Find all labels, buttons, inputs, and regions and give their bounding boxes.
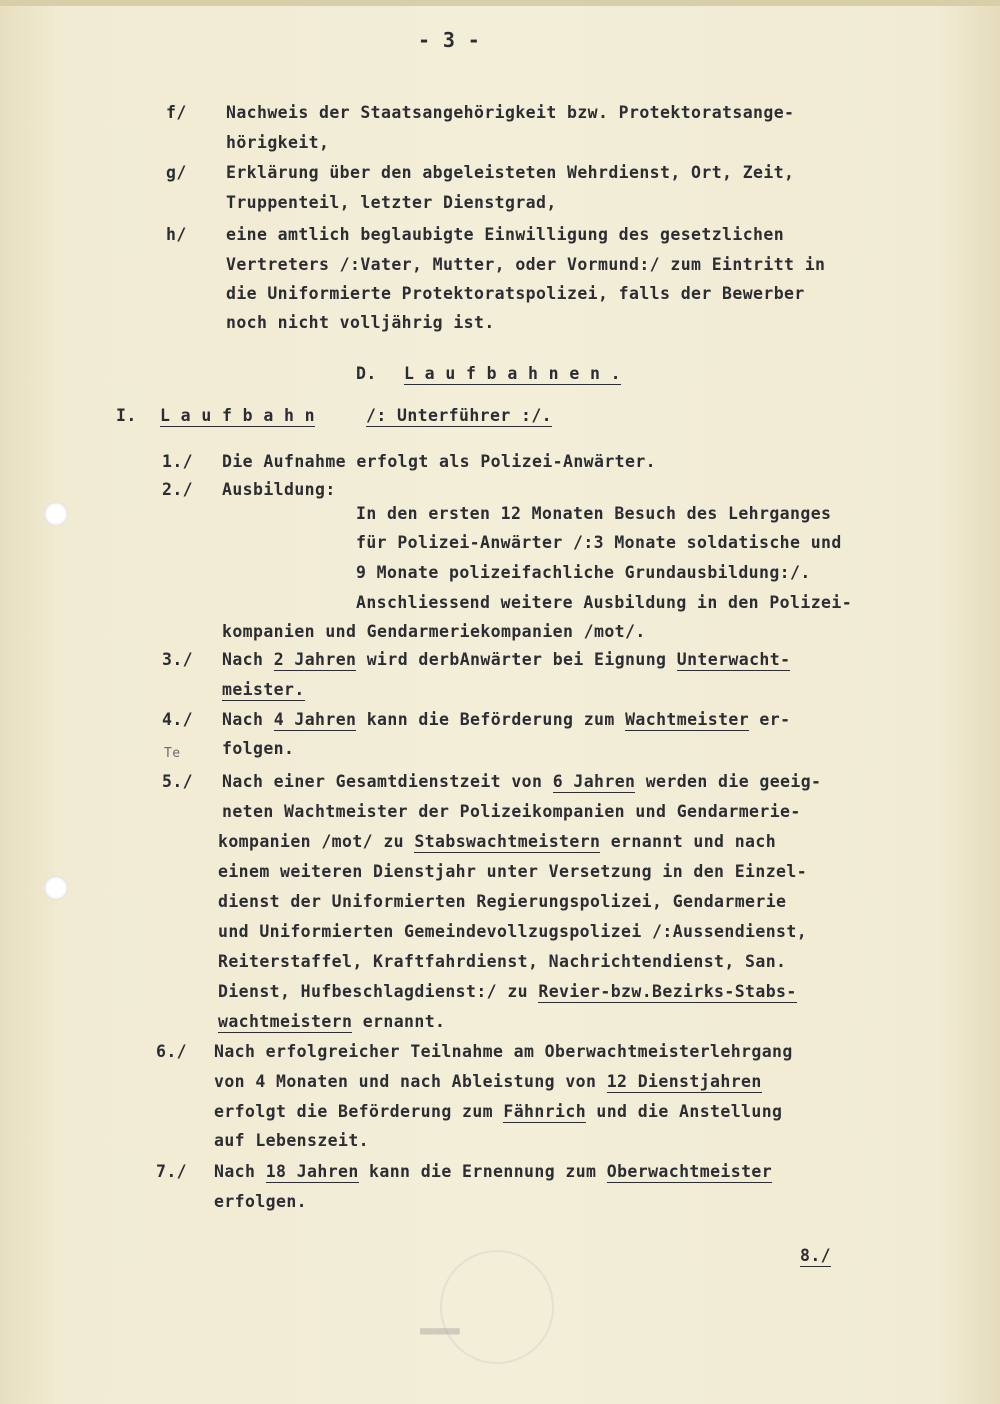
point-5-line-5: dienst der Uniformierten Regierungspolizei, Gendarmerie bbox=[218, 892, 787, 911]
point-5-text-f: ernannt. bbox=[362, 1012, 446, 1031]
item-marker-g: g/ bbox=[166, 163, 187, 182]
point-number-7: 7./ bbox=[156, 1162, 188, 1181]
section-title bbox=[404, 364, 621, 384]
point-7-years: 18 Jahren bbox=[265, 1162, 359, 1181]
point-4-line-1 bbox=[222, 710, 790, 730]
item-g-line-1: Erklärung über den abgeleisteten Wehrdienst, Ort, Zeit, bbox=[226, 163, 795, 182]
point-6-text-a: von 4 Monaten und nach Ableistung von bbox=[214, 1072, 597, 1091]
point-4-line-2: folgen. bbox=[222, 739, 295, 758]
point-5-line-2: neten Wachtmeister der Polizeikompanien und Gendarmerie- bbox=[222, 802, 801, 821]
point-5-text-c: kompanien /mot/ zu bbox=[218, 832, 405, 851]
subsection-title-text: L a u f b a h n bbox=[160, 406, 316, 425]
point-4-text-b: kann die Beförderung zum bbox=[366, 710, 615, 729]
point-4-text-c: er- bbox=[759, 710, 791, 729]
point-6-line-2 bbox=[214, 1072, 762, 1092]
point-number-4: 4./ bbox=[162, 710, 194, 729]
point-5-years: 6 Jahren bbox=[552, 772, 636, 791]
section-prefix: D. bbox=[356, 364, 377, 383]
faint-seal bbox=[440, 1250, 554, 1364]
item-h-line-4: noch nicht volljährig ist. bbox=[226, 313, 495, 332]
subsection-subtitle-text: /: Unterführer :/. bbox=[366, 406, 553, 425]
point-4-text-a: Nach bbox=[222, 710, 264, 729]
point-6-rank: Fähnrich bbox=[503, 1102, 587, 1121]
point-6-years: 12 Dienstjahren bbox=[606, 1072, 762, 1091]
item-g-line-2: Truppenteil, letzter Dienstgrad, bbox=[226, 193, 557, 212]
point-6-line-4: auf Lebenszeit. bbox=[214, 1131, 370, 1150]
point-5-text-b: werden die geeig- bbox=[645, 772, 822, 791]
point-5-rank-c: wachtmeistern bbox=[218, 1012, 353, 1031]
point-3-rank: Unterwacht- bbox=[676, 650, 791, 669]
point-number-3: 3./ bbox=[162, 650, 194, 669]
point-5-line-4: einem weiteren Dienstjahr unter Versetzung in den Einzel- bbox=[218, 862, 808, 881]
point-number-5: 5./ bbox=[162, 772, 194, 791]
punch-hole-upper bbox=[44, 502, 68, 526]
point-6-text-b: erfolgt die Beförderung zum bbox=[214, 1102, 494, 1121]
point-5-line-3 bbox=[218, 832, 776, 852]
point-7-line-2: erfolgen. bbox=[214, 1192, 308, 1211]
point-2-line-1: Ausbildung: bbox=[222, 480, 336, 499]
continuation-marker bbox=[800, 1246, 831, 1266]
point-3-text-b: wird derbAnwärter bei Eignung bbox=[366, 650, 667, 669]
point-5-text-a: Nach einer Gesamtdienstzeit von bbox=[222, 772, 543, 791]
point-5-rank-b: Revier-bzw.Bezirks-Stabs- bbox=[538, 982, 797, 1001]
point-3-text-a: Nach bbox=[222, 650, 264, 669]
point-5-line-8 bbox=[218, 982, 797, 1002]
continuation-marker-text: 8./ bbox=[800, 1246, 832, 1265]
punch-hole-lower bbox=[44, 876, 68, 900]
point-2-line-2: In den ersten 12 Monaten Besuch des Lehrganges bbox=[356, 504, 832, 523]
page-number: - 3 - bbox=[418, 28, 481, 52]
point-7-text-a: Nach bbox=[214, 1162, 256, 1181]
point-2-line-5: Anschliessend weitere Ausbildung in den Polizei- bbox=[356, 593, 853, 612]
point-5-line-7: Reiterstaffel, Kraftfahrdienst, Nachrichtendienst, San. bbox=[218, 952, 787, 971]
point-3-rank-end: meister. bbox=[222, 680, 305, 699]
item-h-line-2: Vertreters /:Vater, Mutter, oder Vormund:/ zum Eintritt in bbox=[226, 255, 826, 274]
point-5-line-9 bbox=[218, 1012, 445, 1032]
item-marker-f: f/ bbox=[166, 103, 187, 122]
subsection-numeral: I. bbox=[116, 406, 137, 425]
point-5-line-1 bbox=[222, 772, 821, 792]
point-number-1: 1./ bbox=[162, 452, 194, 471]
point-5-text-e: Dienst, Hufbeschlagdienst:/ zu bbox=[218, 982, 529, 1001]
show-through-mark: ▬▬▬ bbox=[420, 1318, 460, 1343]
point-7-rank: Oberwachtmeister bbox=[606, 1162, 773, 1181]
subsection-title bbox=[160, 406, 315, 426]
subsection-subtitle bbox=[366, 406, 552, 426]
point-3-years: 2 Jahren bbox=[273, 650, 357, 669]
point-6-line-3 bbox=[214, 1102, 782, 1122]
item-f-line-2: hörigkeit, bbox=[226, 133, 330, 152]
point-number-6: 6./ bbox=[156, 1042, 188, 1061]
point-3-line-2 bbox=[222, 680, 305, 700]
margin-mark: Te bbox=[164, 746, 181, 761]
point-4-rank: Wachtmeister bbox=[625, 710, 750, 729]
point-5-rank-a: Stabswachtmeistern bbox=[414, 832, 601, 851]
point-2-line-3: für Polizei-Anwärter /:3 Monate soldatische und bbox=[356, 533, 842, 552]
point-2-line-4: 9 Monate polizeifachliche Grundausbildung:/. bbox=[356, 563, 811, 582]
item-h-line-3: die Uniformierte Protektoratspolizei, falls der Bewerber bbox=[226, 284, 805, 303]
item-marker-h: h/ bbox=[166, 225, 187, 244]
section-title-text: L a u f b a h n e n . bbox=[404, 364, 622, 383]
item-h-line-1: eine amtlich beglaubigte Einwilligung des gesetzlichen bbox=[226, 225, 785, 244]
point-5-line-6: und Uniformierten Gemeindevollzugspolizei /:Aussendienst, bbox=[218, 922, 808, 941]
point-number-2: 2./ bbox=[162, 480, 194, 499]
point-6-text-c: und die Anstellung bbox=[596, 1102, 783, 1121]
item-f-line-1: Nachweis der Staatsangehörigkeit bzw. Protektoratsange- bbox=[226, 103, 795, 122]
point-7-line-1 bbox=[214, 1162, 772, 1182]
point-7-text-b: kann die Ernennung zum bbox=[369, 1162, 597, 1181]
point-4-years: 4 Jahren bbox=[273, 710, 357, 729]
point-2-line-6: kompanien und Gendarmeriekompanien /mot/. bbox=[222, 622, 646, 641]
point-6-line-1: Nach erfolgreicher Teilnahme am Oberwachtmeisterlehrgang bbox=[214, 1042, 793, 1061]
point-3-line-1 bbox=[222, 650, 790, 670]
page-edge bbox=[0, 0, 1000, 6]
point-5-text-d: ernannt und nach bbox=[610, 832, 777, 851]
point-1-line-1: Die Aufnahme erfolgt als Polizei-Anwärter. bbox=[222, 452, 657, 471]
